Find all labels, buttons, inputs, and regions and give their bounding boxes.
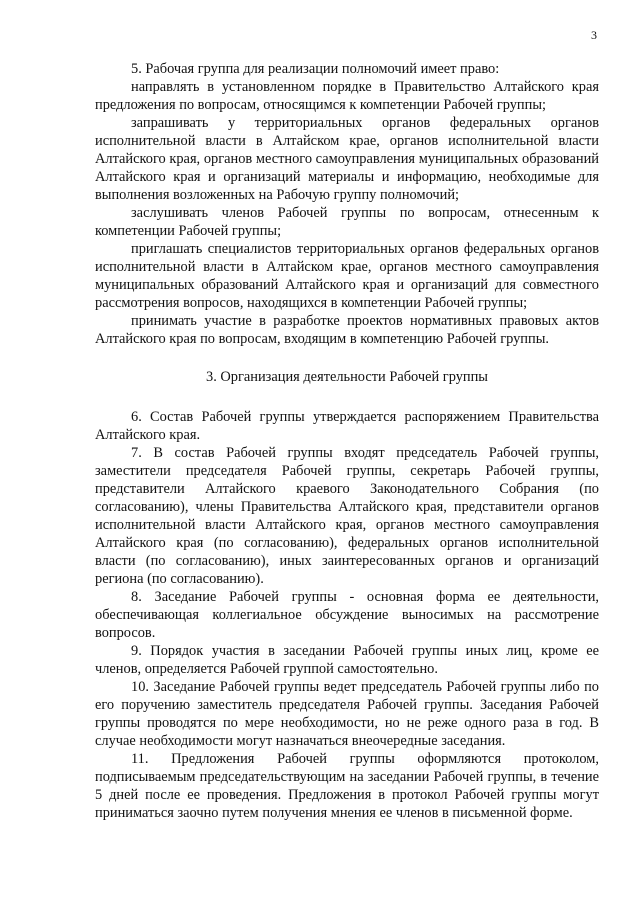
paragraph-item-6: 6. Состав Рабочей группы утверждается распоряжением Правительства Алтайского края.: [95, 409, 599, 443]
paragraph-right-request: запрашивать у территориальных органов федеральных органов исполнительной власти в Алтайском крае, органов исполнительной власти Алтайского края, органов местного самоуправления муниципальных образований Алтайского края и организаций материалы и информацию, необходимые для выполнения возложенных на Рабочую группу полномочий;: [95, 115, 599, 203]
paragraph-item-11: 11. Предложения Рабочей группы оформляются протоколом, подписываемым председательствующим на заседании Рабочей группы, в течение 5 дней после ее проведения. Предложения в протокол Рабочей группы могут приниматься заочно путем получения мнения ее членов в письменной форме.: [95, 751, 599, 821]
document-body: [95, 60, 599, 822]
paragraph-item-8: 8. Заседание Рабочей группы - основная форма ее деятельности, обеспечивающая коллегиальное обсуждение выносимых на рассмотрение вопросов.: [95, 589, 599, 641]
paragraph-item-7: 7. В состав Рабочей группы входят председатель Рабочей группы, заместители председателя Рабочей группы, секретарь Рабочей группы, представители Алтайского краевого Законодательного Собрания (по согласованию), члены Правительства Алтайского края, представители органов исполнительной власти Алтайского края, органов местного самоуправления Алтайского края (по согласованию), федеральных органов исполнительной власти (по согласованию), иных заинтересованных органов и организаций региона (по согласованию).: [95, 445, 599, 587]
paragraph-right-invite: приглашать специалистов территориальных органов федеральных органов исполнительной власти в Алтайском крае, органов местного самоуправления муниципальных образований Алтайского края и организаций для совместного рассмотрения вопросов, находящихся в компетенции Рабочей группы;: [95, 241, 599, 311]
section-heading: 3. Организация деятельности Рабочей группы: [206, 369, 488, 385]
paragraph-item-9: 9. Порядок участия в заседании Рабочей группы иных лиц, кроме ее членов, определяется Рабочей группой самостоятельно.: [95, 643, 599, 677]
paragraph-item-5: 5. Рабочая группа для реализации полномочий имеет право:: [131, 61, 500, 77]
page-number: 3: [591, 28, 597, 42]
paragraph-right-participate: принимать участие в разработке проектов нормативных правовых актов Алтайского края по вопросам, входящим в компетенцию Рабочей группы.: [95, 313, 599, 347]
paragraph-right-propose: направлять в установленном порядке в Правительство Алтайского края предложения по вопросам, относящимся к компетенции Рабочей группы;: [95, 79, 599, 113]
paragraph-right-hear: заслушивать членов Рабочей группы по вопросам, отнесенным к компетенции Рабочей группы;: [95, 205, 599, 239]
paragraph-item-10: 10. Заседание Рабочей группы ведет председатель Рабочей группы либо по его поручению заместитель председателя Рабочей группы. Заседания Рабочей группы проводятся по мере необходимости, но не реже одного раза в год. В случае необходимости могут назначаться внеочередные заседания.: [95, 679, 599, 749]
